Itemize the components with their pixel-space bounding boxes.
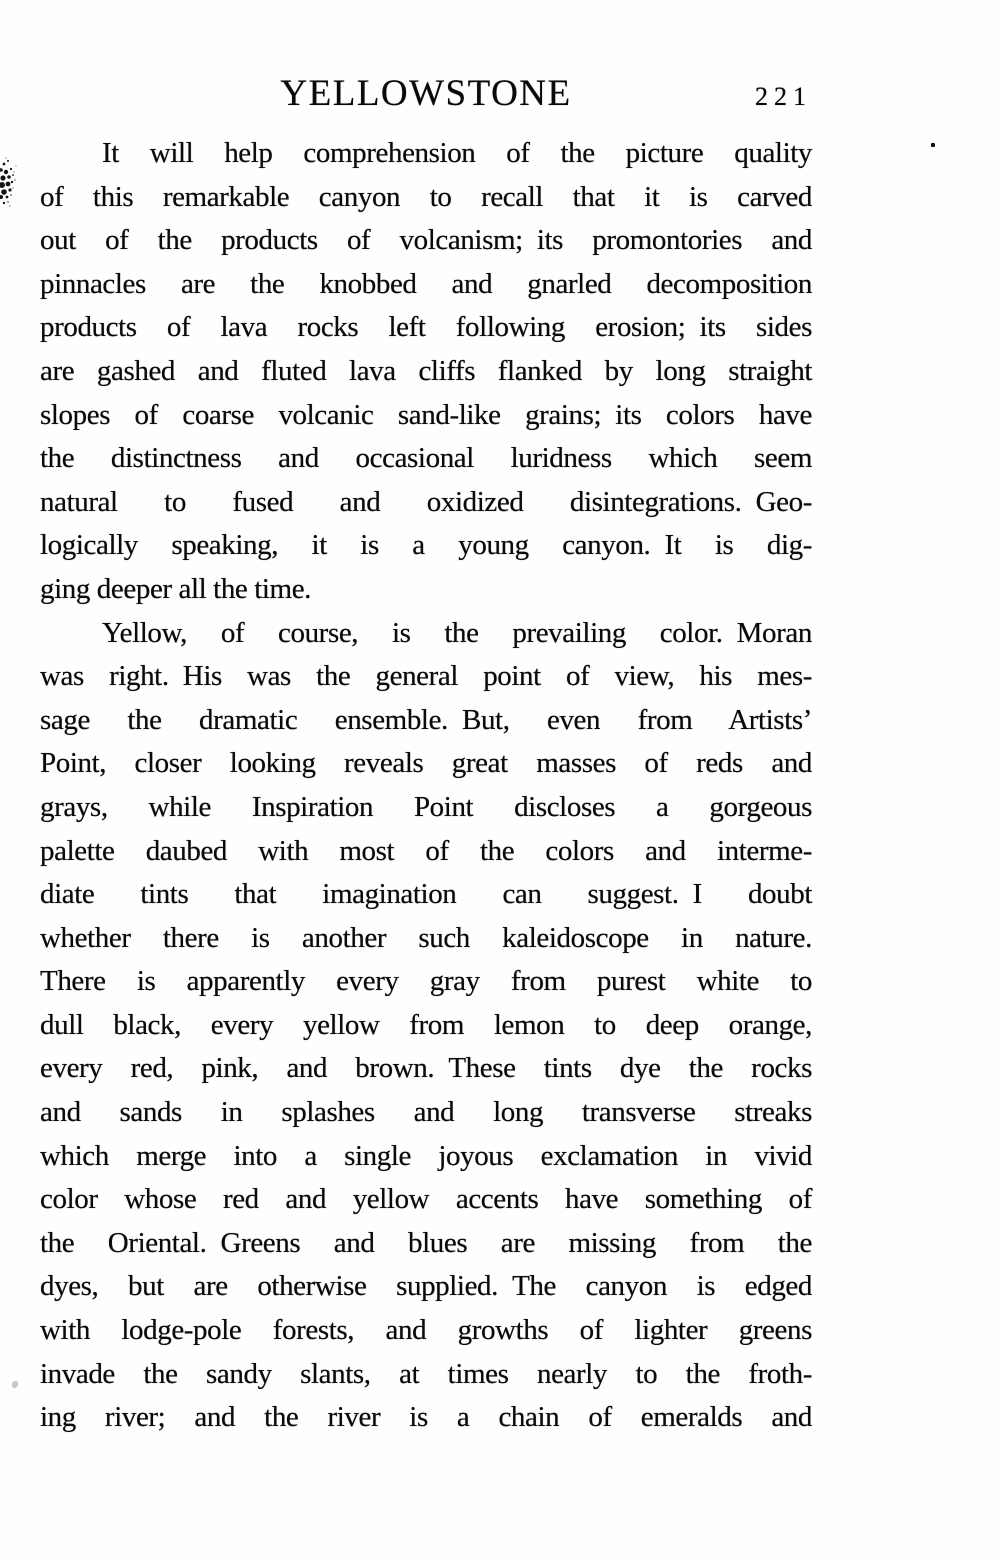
text-line: diate tints that imagination can suggest. I doubt	[40, 878, 812, 911]
text-line: every red, pink, and brown. These tints dye the rocks	[40, 1052, 812, 1085]
body-text	[40, 132, 812, 1440]
text-line: products of lava rocks left following erosion; its sides	[40, 311, 812, 344]
text-line: whether there is another such kaleidoscope in nature.	[40, 921, 812, 954]
page-title: YELLOWSTONE	[280, 73, 572, 114]
text-line: ing river; and the river is a chain of emeralds and	[40, 1401, 812, 1434]
text-line: dull black, every yellow from lemon to deep orange,	[40, 1008, 812, 1041]
text-line: grays, while Inspiration Point discloses a gorgeous	[40, 790, 812, 823]
text-line: which merge into a single joyous exclamation in vivid	[40, 1139, 812, 1172]
text-line: dyes, but are otherwise supplied. The canyon is edged	[40, 1270, 812, 1303]
text-line: with lodge-pole forests, and growths of lighter greens	[40, 1314, 812, 1347]
running-head	[40, 72, 812, 120]
text-line: of this remarkable canyon to recall that it is carved	[40, 180, 812, 213]
text-line: color whose red and yellow accents have something of	[40, 1183, 812, 1216]
text-line: There is apparently every gray from purest white to	[40, 965, 812, 998]
text-line: natural to fused and oxidized disintegrations. Geo-	[40, 485, 812, 518]
text-line: pinnacles are the knobbed and gnarled decomposition	[40, 267, 812, 300]
ink-speck-artifact	[931, 143, 935, 147]
text-line: Yellow, of course, is the prevailing color. Moran	[102, 616, 812, 649]
text-line: ging deeper all the time.	[40, 572, 312, 605]
text-line: and sands in splashes and long transverse streaks	[40, 1096, 812, 1129]
text-line: sage the dramatic ensemble. But, even from Artists’	[40, 703, 812, 736]
text-line: logically speaking, it is a young canyon. It is dig-	[40, 529, 812, 562]
paragraph	[40, 132, 812, 612]
text-line: the distinctness and occasional luridness which seem	[40, 442, 812, 475]
paragraph	[40, 612, 812, 1440]
text-line: palette daubed with most of the colors and interme-	[40, 834, 812, 867]
text-line: slopes of coarse volcanic sand-like grains; its colors have	[40, 398, 812, 431]
text-line: It will help comprehension of the picture quality	[102, 137, 812, 169]
text-line: invade the sandy slants, at times nearly to the froth-	[40, 1357, 812, 1390]
ink-smudge-artifact	[0, 150, 24, 214]
text-line: are gashed and fluted lava cliffs flanked by long straight	[40, 354, 812, 387]
page-number: 221	[755, 82, 812, 111]
text-line: out of the products of volcanism; its promontories and	[40, 224, 812, 257]
ink-speck-artifact	[11, 1380, 19, 1388]
text-line: was right. His was the general point of view, his mes-	[40, 660, 812, 693]
text-line: Point, closer looking reveals great masses of reds and	[40, 747, 812, 780]
text-line: the Oriental. Greens and blues are missing from the	[40, 1226, 812, 1259]
